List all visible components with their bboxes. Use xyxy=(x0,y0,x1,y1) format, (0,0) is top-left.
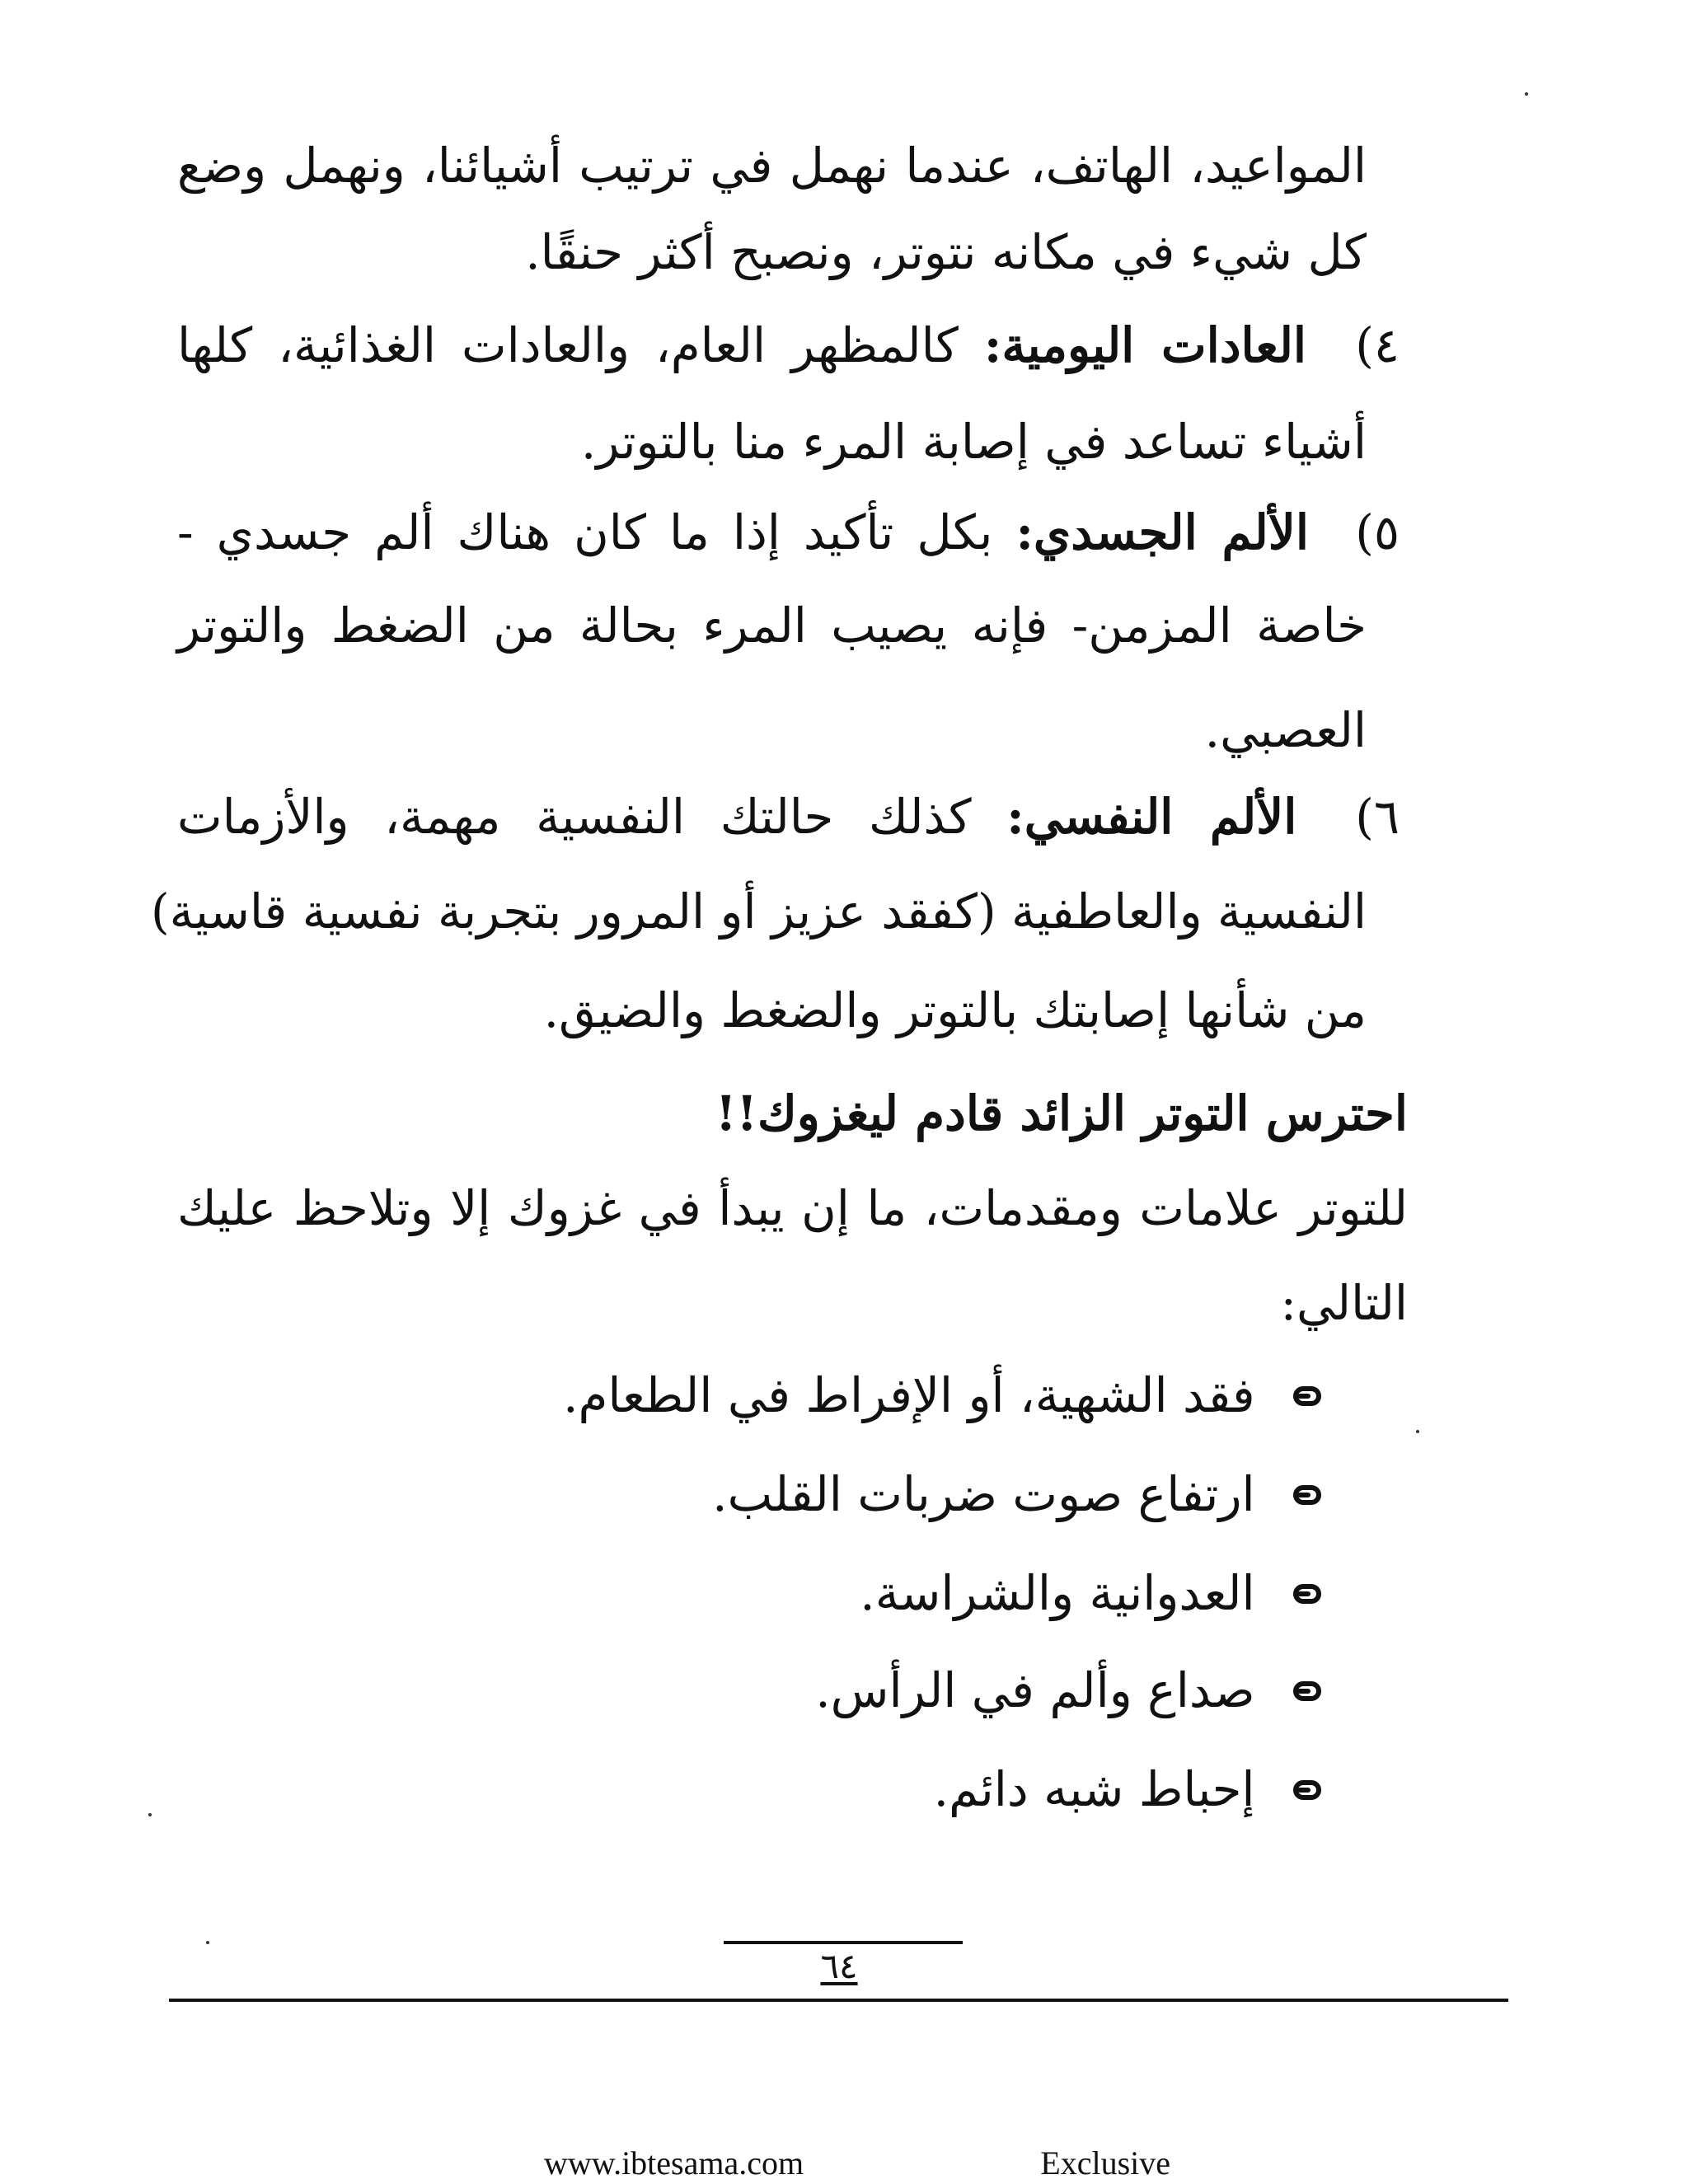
scan-speck xyxy=(1416,1430,1419,1433)
bullet-item xyxy=(933,1761,1321,1817)
bullet-icon xyxy=(1293,1584,1321,1604)
text-line-2: كل شيء في مكانه نتوتر، ونصبح أكثر حنقًا. xyxy=(525,224,1367,280)
bullet-text: فقد الشهية، أو الإفراط في الطعام. xyxy=(563,1367,1255,1423)
list-heading-physical-pain: الألم الجسدي: xyxy=(1015,504,1309,560)
bullet-icon xyxy=(1293,1681,1321,1701)
section-intro-line-1: للتوتر علامات ومقدمات، ما إن يبدأ في غزوك إلا وتلاحظ عليك xyxy=(177,1180,1408,1236)
scan-speck xyxy=(1525,92,1528,96)
text-line-10: من شأنها إصابتك بالتوتر والضغط والضيق. xyxy=(543,982,1367,1038)
scan-speck xyxy=(148,1813,152,1816)
list-number-4: ٤) xyxy=(1355,317,1400,373)
text-line-4: أشياء تساعد في إصابة المرء منا بالتوتر. xyxy=(580,414,1367,470)
list-heading-psychological-pain: الألم النفسي: xyxy=(1006,789,1297,845)
list-item-4 xyxy=(177,317,1400,373)
text-line-9: النفسية والعاطفية (كفقد عزيز أو المرور بتجربة نفسية قاسية) xyxy=(151,883,1367,940)
list-text-psychological-pain: كذلك حالتك النفسية مهمة، والأزمات xyxy=(177,789,972,845)
bullet-item xyxy=(860,1565,1321,1621)
bullet-item xyxy=(563,1367,1321,1423)
bullet-text: العدوانية والشراسة. xyxy=(860,1565,1255,1621)
text-line-6: خاصة المزمن- فإنه يصيب المرء بحالة من الضغط والتوتر xyxy=(177,598,1367,654)
text-line-1: المواعيد، الهاتف، عندما نهمل في ترتيب أشيائنا، ونهمل وضع xyxy=(177,138,1367,194)
bullet-text: إحباط شبه دائم. xyxy=(933,1761,1255,1817)
footer-tag: Exclusive xyxy=(1040,2144,1170,2182)
footer-website: www.ibtesama.com xyxy=(544,2144,804,2182)
section-title: احترس التوتر الزائد قادم ليغزوك!! xyxy=(715,1085,1408,1141)
bullet-item xyxy=(712,1466,1321,1522)
bullet-text: صداع وألم في الرأس. xyxy=(815,1662,1255,1718)
text-line-7: العصبي. xyxy=(1204,702,1367,758)
list-item-5 xyxy=(177,504,1400,560)
page-number: ٦٤ xyxy=(820,1946,858,1986)
list-number-5: ٥) xyxy=(1355,504,1400,560)
scan-speck xyxy=(206,1941,209,1944)
list-number-6: ٦) xyxy=(1355,789,1400,845)
footer-rule xyxy=(169,1999,1508,2002)
page-number-rule xyxy=(724,1941,963,1944)
list-item-6 xyxy=(177,791,1400,844)
bullet-icon xyxy=(1293,1780,1321,1800)
bullet-icon xyxy=(1293,1386,1321,1406)
list-text-daily-habits: كالمظهر العام، والعادات الغذائية، كلها xyxy=(177,317,959,373)
list-heading-daily-habits: العادات اليومية: xyxy=(983,317,1306,373)
bullet-icon xyxy=(1293,1485,1321,1505)
bullet-item xyxy=(815,1662,1321,1718)
bullet-text: ارتفاع صوت ضربات القلب. xyxy=(712,1466,1255,1522)
list-text-physical-pain: بكل تأكيد إذا ما كان هناك ألم جسدي - xyxy=(177,504,993,560)
section-intro-line-2: التالي: xyxy=(1280,1275,1408,1331)
footer xyxy=(544,2144,1170,2182)
